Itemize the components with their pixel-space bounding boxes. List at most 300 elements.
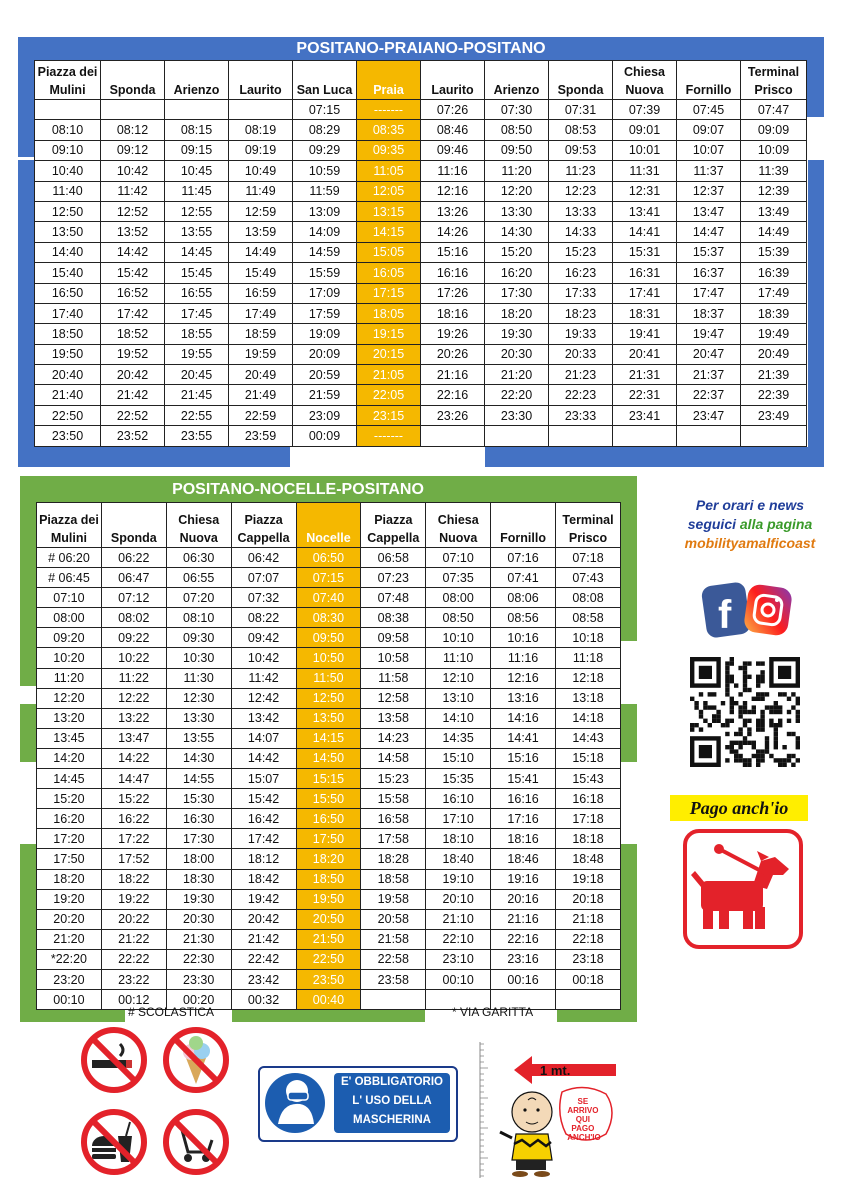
time-cell: 08:22 — [231, 608, 296, 628]
time-cell: # 06:20 — [37, 548, 102, 568]
time-cell: 10:07 — [677, 140, 741, 160]
time-cell: 08:19 — [229, 120, 293, 140]
table2-title: POSITANO-NOCELLE-POSITANO — [172, 481, 424, 498]
social-text — [660, 496, 840, 553]
table1-title: POSITANO-PRAIANO-POSITANO — [296, 40, 546, 57]
header-cell — [293, 61, 357, 100]
time-cell: 16:52 — [101, 283, 165, 303]
time-cell: 21:50 — [296, 929, 361, 949]
time-cell: 23:20 — [37, 969, 102, 989]
time-cell: 20:26 — [421, 344, 485, 364]
time-cell: 09:30 — [166, 628, 231, 648]
time-cell: 20:16 — [491, 889, 556, 909]
header-line: Sponda — [557, 83, 604, 97]
time-cell: 10:22 — [101, 648, 166, 668]
time-cell: 14:49 — [741, 222, 807, 242]
social-line3: mobilityamalficoast — [684, 535, 816, 551]
time-cell: 16:30 — [166, 809, 231, 829]
time-cell: 13:15 — [357, 201, 421, 221]
header-cell — [166, 503, 231, 548]
time-cell: 20:47 — [677, 344, 741, 364]
time-cell: 17:30 — [166, 829, 231, 849]
time-cell: 16:20 — [37, 809, 102, 829]
time-cell: 17:22 — [101, 829, 166, 849]
time-cell: 08:06 — [491, 588, 556, 608]
time-cell: 18:30 — [166, 869, 231, 889]
time-cell: 23:49 — [741, 405, 807, 425]
time-cell: 23:50 — [35, 426, 101, 446]
time-cell: 20:42 — [101, 365, 165, 385]
time-cell: 19:15 — [357, 324, 421, 344]
time-cell: 18:40 — [426, 849, 491, 869]
time-cell: 19:26 — [421, 324, 485, 344]
time-cell: 11:23 — [549, 161, 613, 181]
no-icecream-icon — [162, 1026, 230, 1094]
time-cell: 07:35 — [426, 568, 491, 588]
time-cell: 16:39 — [741, 263, 807, 283]
time-cell: 15:49 — [229, 263, 293, 283]
time-cell: 15:59 — [293, 263, 357, 283]
time-cell: 15:18 — [556, 748, 621, 768]
table-row — [35, 324, 807, 344]
time-cell — [165, 100, 229, 120]
time-cell: 21:37 — [677, 365, 741, 385]
time-cell: 23:30 — [166, 969, 231, 989]
time-cell — [101, 100, 165, 120]
time-cell: 08:56 — [491, 608, 556, 628]
header-line: Praia — [373, 83, 404, 97]
time-cell: 13:50 — [35, 222, 101, 242]
time-cell: 07:47 — [741, 100, 807, 120]
time-cell: 12:58 — [361, 688, 426, 708]
time-cell: 21:45 — [165, 385, 229, 405]
time-cell: 21:31 — [613, 365, 677, 385]
header-cell — [296, 503, 361, 548]
time-cell: 06:55 — [166, 568, 231, 588]
time-cell: 11:22 — [101, 668, 166, 688]
time-cell: 12:50 — [35, 201, 101, 221]
time-cell: 08:53 — [549, 120, 613, 140]
time-cell: 17:49 — [741, 283, 807, 303]
pago-label — [670, 795, 808, 821]
mask-sign-text — [334, 1073, 450, 1133]
time-cell: 19:59 — [229, 344, 293, 364]
time-cell: 12:30 — [166, 688, 231, 708]
time-cell: 09:35 — [357, 140, 421, 160]
no-stroller-icon — [162, 1108, 230, 1176]
time-cell: 15:07 — [231, 769, 296, 789]
time-cell: 17:59 — [293, 303, 357, 323]
time-cell: 19:10 — [426, 869, 491, 889]
time-cell — [677, 426, 741, 446]
time-cell: 07:48 — [361, 588, 426, 608]
header-line: Fornillo — [685, 83, 732, 97]
time-cell: 21:05 — [357, 365, 421, 385]
time-cell: 13:59 — [229, 222, 293, 242]
time-cell: 23:41 — [613, 405, 677, 425]
time-cell: 17:47 — [677, 283, 741, 303]
header-line: Nocelle — [306, 531, 351, 545]
time-cell: 17:42 — [231, 829, 296, 849]
time-cell: 20:45 — [165, 365, 229, 385]
time-cell: 06:47 — [101, 568, 166, 588]
header-line: Arienzo — [493, 83, 540, 97]
time-cell: 13:20 — [37, 708, 102, 728]
header-line: Prisco — [754, 83, 793, 97]
time-cell: 08:15 — [165, 120, 229, 140]
time-cell: 21:16 — [491, 909, 556, 929]
header-line: Arienzo — [173, 83, 220, 97]
header-line: Cappella — [237, 531, 290, 545]
time-cell: 18:37 — [677, 303, 741, 323]
time-cell: 14:41 — [491, 728, 556, 748]
time-cell: 22:23 — [549, 385, 613, 405]
bubble-line2: ARRIVO — [567, 1106, 599, 1115]
time-cell: 08:46 — [421, 120, 485, 140]
qr-code-icon[interactable] — [690, 657, 800, 767]
time-cell: 22:42 — [231, 949, 296, 969]
table-row — [37, 949, 621, 969]
time-cell — [613, 426, 677, 446]
time-cell: 17:50 — [37, 849, 102, 869]
time-cell: 18:20 — [296, 849, 361, 869]
time-cell: 19:33 — [549, 324, 613, 344]
time-cell: 17:40 — [35, 303, 101, 323]
time-cell: 08:35 — [357, 120, 421, 140]
time-cell: 10:59 — [293, 161, 357, 181]
no-food-icon — [80, 1108, 148, 1176]
time-cell: 16:59 — [229, 283, 293, 303]
time-cell: 23:18 — [556, 949, 621, 969]
time-cell: 20:49 — [229, 365, 293, 385]
time-cell: 21:22 — [101, 929, 166, 949]
time-cell: 19:16 — [491, 869, 556, 889]
time-cell: 13:50 — [296, 708, 361, 728]
header-cell — [357, 61, 421, 100]
time-cell: 12:55 — [165, 201, 229, 221]
table-row — [35, 120, 807, 140]
social-line1: Per orari e news — [695, 497, 805, 513]
time-cell: 20:22 — [101, 909, 166, 929]
time-cell: 00:12 — [101, 990, 166, 1010]
time-cell: 11:10 — [426, 648, 491, 668]
time-cell: 18:18 — [556, 829, 621, 849]
table-row — [37, 909, 621, 929]
time-cell: 10:30 — [166, 648, 231, 668]
time-cell: 19:52 — [101, 344, 165, 364]
time-cell: 11:42 — [101, 181, 165, 201]
time-cell: 18:46 — [491, 849, 556, 869]
time-cell: 14:16 — [491, 708, 556, 728]
time-cell: 21:42 — [101, 385, 165, 405]
height-check-sign — [476, 1038, 622, 1180]
note-scolastica: # SCOLASTICA — [128, 1005, 215, 1019]
time-cell: 15:30 — [166, 789, 231, 809]
time-cell: 16:55 — [165, 283, 229, 303]
time-cell: 19:50 — [35, 344, 101, 364]
time-cell: 23:42 — [231, 969, 296, 989]
time-cell: 21:40 — [35, 385, 101, 405]
time-cell: 07:15 — [293, 100, 357, 120]
time-cell: 08:29 — [293, 120, 357, 140]
time-cell: 00:16 — [491, 969, 556, 989]
time-cell: 14:47 — [677, 222, 741, 242]
time-cell: 15:20 — [37, 789, 102, 809]
time-cell: 13:09 — [293, 201, 357, 221]
time-cell: 07:45 — [677, 100, 741, 120]
table-row — [37, 628, 621, 648]
time-cell: 17:42 — [101, 303, 165, 323]
time-cell: 09:50 — [485, 140, 549, 160]
time-cell: 11:20 — [485, 161, 549, 181]
time-cell: 10:09 — [741, 140, 807, 160]
table-row — [37, 548, 621, 568]
time-cell: 08:10 — [35, 120, 101, 140]
time-cell: 09:09 — [741, 120, 807, 140]
time-cell: 23:47 — [677, 405, 741, 425]
time-cell: 13:30 — [166, 708, 231, 728]
time-cell: 17:15 — [357, 283, 421, 303]
time-cell: 16:22 — [101, 809, 166, 829]
dog-pays-icon — [683, 829, 803, 949]
table-row — [37, 769, 621, 789]
time-cell: 08:58 — [556, 608, 621, 628]
time-cell: 23:26 — [421, 405, 485, 425]
time-cell: 14:10 — [426, 708, 491, 728]
time-cell: 17:49 — [229, 303, 293, 323]
time-cell: 09:19 — [229, 140, 293, 160]
table-row — [37, 809, 621, 829]
time-cell: 15:42 — [101, 263, 165, 283]
table-row — [37, 889, 621, 909]
time-cell: 10:10 — [426, 628, 491, 648]
time-cell: 18:00 — [166, 849, 231, 869]
time-cell: 08:00 — [37, 608, 102, 628]
time-cell: 14:45 — [165, 242, 229, 262]
time-cell: 20:40 — [35, 365, 101, 385]
time-cell: 16:10 — [426, 789, 491, 809]
time-cell: 12:59 — [229, 201, 293, 221]
time-cell: 18:55 — [165, 324, 229, 344]
time-cell: 13:55 — [166, 728, 231, 748]
time-cell: 21:49 — [229, 385, 293, 405]
time-cell: 11:42 — [231, 668, 296, 688]
time-cell: 19:18 — [556, 869, 621, 889]
time-cell: 10:49 — [229, 161, 293, 181]
time-cell: 23:33 — [549, 405, 613, 425]
bubble-line5: ANCH'IO — [567, 1133, 601, 1142]
time-cell: 16:31 — [613, 263, 677, 283]
time-cell: 06:22 — [101, 548, 166, 568]
mask-line1: E' OBBLIGATORIO — [341, 1076, 443, 1088]
pago-text: Pago anch'io — [689, 798, 789, 818]
time-cell: 19:42 — [231, 889, 296, 909]
time-cell: 15:20 — [485, 242, 549, 262]
time-cell: 10:58 — [361, 648, 426, 668]
time-cell — [485, 426, 549, 446]
time-cell: 12:20 — [485, 181, 549, 201]
table-row — [37, 789, 621, 809]
time-cell: 11:59 — [293, 181, 357, 201]
time-cell: 23:30 — [485, 405, 549, 425]
table-row — [35, 263, 807, 283]
time-cell: 18:28 — [361, 849, 426, 869]
header-cell — [741, 61, 807, 100]
time-cell: 14:15 — [357, 222, 421, 242]
time-cell: 19:30 — [485, 324, 549, 344]
table-row — [35, 303, 807, 323]
time-cell: 10:20 — [37, 648, 102, 668]
time-cell: 21:20 — [37, 929, 102, 949]
time-cell: 00:10 — [426, 969, 491, 989]
time-cell: 00:40 — [296, 990, 361, 1010]
time-cell: 09:20 — [37, 628, 102, 648]
header-line: Mulini — [50, 531, 87, 545]
time-cell: 22:18 — [556, 929, 621, 949]
time-cell: 14:35 — [426, 728, 491, 748]
table-row — [37, 728, 621, 748]
mask-sign — [258, 1066, 458, 1142]
time-cell: 13:30 — [485, 201, 549, 221]
header-line: San Luca — [296, 83, 353, 97]
header-line: Nuova — [439, 531, 478, 545]
note-via-garitta: * VIA GARITTA — [452, 1005, 534, 1019]
time-cell: 11:39 — [741, 161, 807, 181]
time-cell: 13:47 — [101, 728, 166, 748]
time-cell: 07:41 — [491, 568, 556, 588]
time-cell: # 06:45 — [37, 568, 102, 588]
time-cell: 17:18 — [556, 809, 621, 829]
header-line: Nuova — [179, 531, 218, 545]
time-cell: 18:05 — [357, 303, 421, 323]
time-cell: 17:41 — [613, 283, 677, 303]
time-cell: 18:59 — [229, 324, 293, 344]
mask-line3: MASCHERINA — [353, 1114, 431, 1126]
bubble-line4: PAGO — [571, 1124, 595, 1133]
time-cell: 15:41 — [491, 769, 556, 789]
time-cell: 07:23 — [361, 568, 426, 588]
time-cell: 18:22 — [101, 869, 166, 889]
table-row — [35, 140, 807, 160]
header-line: Piazza — [244, 513, 283, 527]
time-cell: 15:22 — [101, 789, 166, 809]
time-cell: 22:50 — [35, 405, 101, 425]
time-cell — [421, 426, 485, 446]
bubble-line3: QUI — [575, 1115, 590, 1124]
time-cell: 00:32 — [231, 990, 296, 1010]
header-cell — [101, 61, 165, 100]
time-cell: 07:15 — [296, 568, 361, 588]
time-cell: 14:43 — [556, 728, 621, 748]
table-row — [37, 708, 621, 728]
time-cell: 10:42 — [231, 648, 296, 668]
header-line: Laurito — [431, 83, 474, 97]
time-cell: 20:59 — [293, 365, 357, 385]
header-cell — [101, 503, 166, 548]
time-cell: 22:52 — [101, 405, 165, 425]
time-cell: 23:50 — [296, 969, 361, 989]
time-cell: 12:39 — [741, 181, 807, 201]
time-cell: 12:50 — [296, 688, 361, 708]
time-cell: 10:50 — [296, 648, 361, 668]
face-mask-icon — [264, 1072, 326, 1134]
time-cell: 18:20 — [485, 303, 549, 323]
time-cell: 16:58 — [361, 809, 426, 829]
time-cell: 07:26 — [421, 100, 485, 120]
time-cell: 09:10 — [35, 140, 101, 160]
time-cell: 07:32 — [231, 588, 296, 608]
time-cell: 14:42 — [231, 748, 296, 768]
time-cell: 15:42 — [231, 789, 296, 809]
time-cell: 18:12 — [231, 849, 296, 869]
time-cell: 23:55 — [165, 426, 229, 446]
time-cell: 13:47 — [677, 201, 741, 221]
time-cell: 15:40 — [35, 263, 101, 283]
header-line: Piazza dei — [39, 513, 99, 527]
time-cell: 12:42 — [231, 688, 296, 708]
time-cell: 00:20 — [166, 990, 231, 1010]
time-cell — [549, 426, 613, 446]
time-cell: 20:42 — [231, 909, 296, 929]
time-cell: 14:50 — [296, 748, 361, 768]
time-cell: 16:16 — [491, 789, 556, 809]
time-cell: 10:01 — [613, 140, 677, 160]
mask-line2: L' USO DELLA — [352, 1095, 432, 1107]
time-cell: 11:45 — [165, 181, 229, 201]
time-cell: 19:20 — [37, 889, 102, 909]
time-cell: 12:16 — [421, 181, 485, 201]
time-cell: 19:50 — [296, 889, 361, 909]
time-cell: 20:10 — [426, 889, 491, 909]
time-cell: 17:52 — [101, 849, 166, 869]
time-cell: 17:50 — [296, 829, 361, 849]
time-cell: 14:33 — [549, 222, 613, 242]
time-cell: 07:31 — [549, 100, 613, 120]
time-cell: 16:18 — [556, 789, 621, 809]
time-cell: 00:10 — [37, 990, 102, 1010]
header-line: Terminal — [747, 65, 800, 79]
table-row — [35, 405, 807, 425]
time-cell: 12:52 — [101, 201, 165, 221]
time-cell: 07:20 — [166, 588, 231, 608]
time-cell: 13:49 — [741, 201, 807, 221]
table-row — [37, 929, 621, 949]
time-cell: 15:37 — [677, 242, 741, 262]
time-cell: 19:47 — [677, 324, 741, 344]
time-cell: 12:18 — [556, 668, 621, 688]
time-cell: 23:52 — [101, 426, 165, 446]
time-cell: 13:45 — [37, 728, 102, 748]
time-cell: 20:30 — [166, 909, 231, 929]
time-cell: 12:05 — [357, 181, 421, 201]
time-cell: 10:45 — [165, 161, 229, 181]
time-cell: 09:07 — [677, 120, 741, 140]
time-cell: 16:50 — [35, 283, 101, 303]
table-row — [37, 568, 621, 588]
time-cell: 19:55 — [165, 344, 229, 364]
table-row — [35, 426, 807, 446]
time-cell: 11:40 — [35, 181, 101, 201]
time-cell: 16:37 — [677, 263, 741, 283]
time-cell: 14:42 — [101, 242, 165, 262]
time-cell: 11:49 — [229, 181, 293, 201]
time-cell: 12:37 — [677, 181, 741, 201]
time-cell: 21:20 — [485, 365, 549, 385]
header-cell — [361, 503, 426, 548]
facebook-instagram-icon[interactable] — [700, 578, 796, 642]
time-cell: 15:15 — [296, 769, 361, 789]
time-cell: 21:58 — [361, 929, 426, 949]
